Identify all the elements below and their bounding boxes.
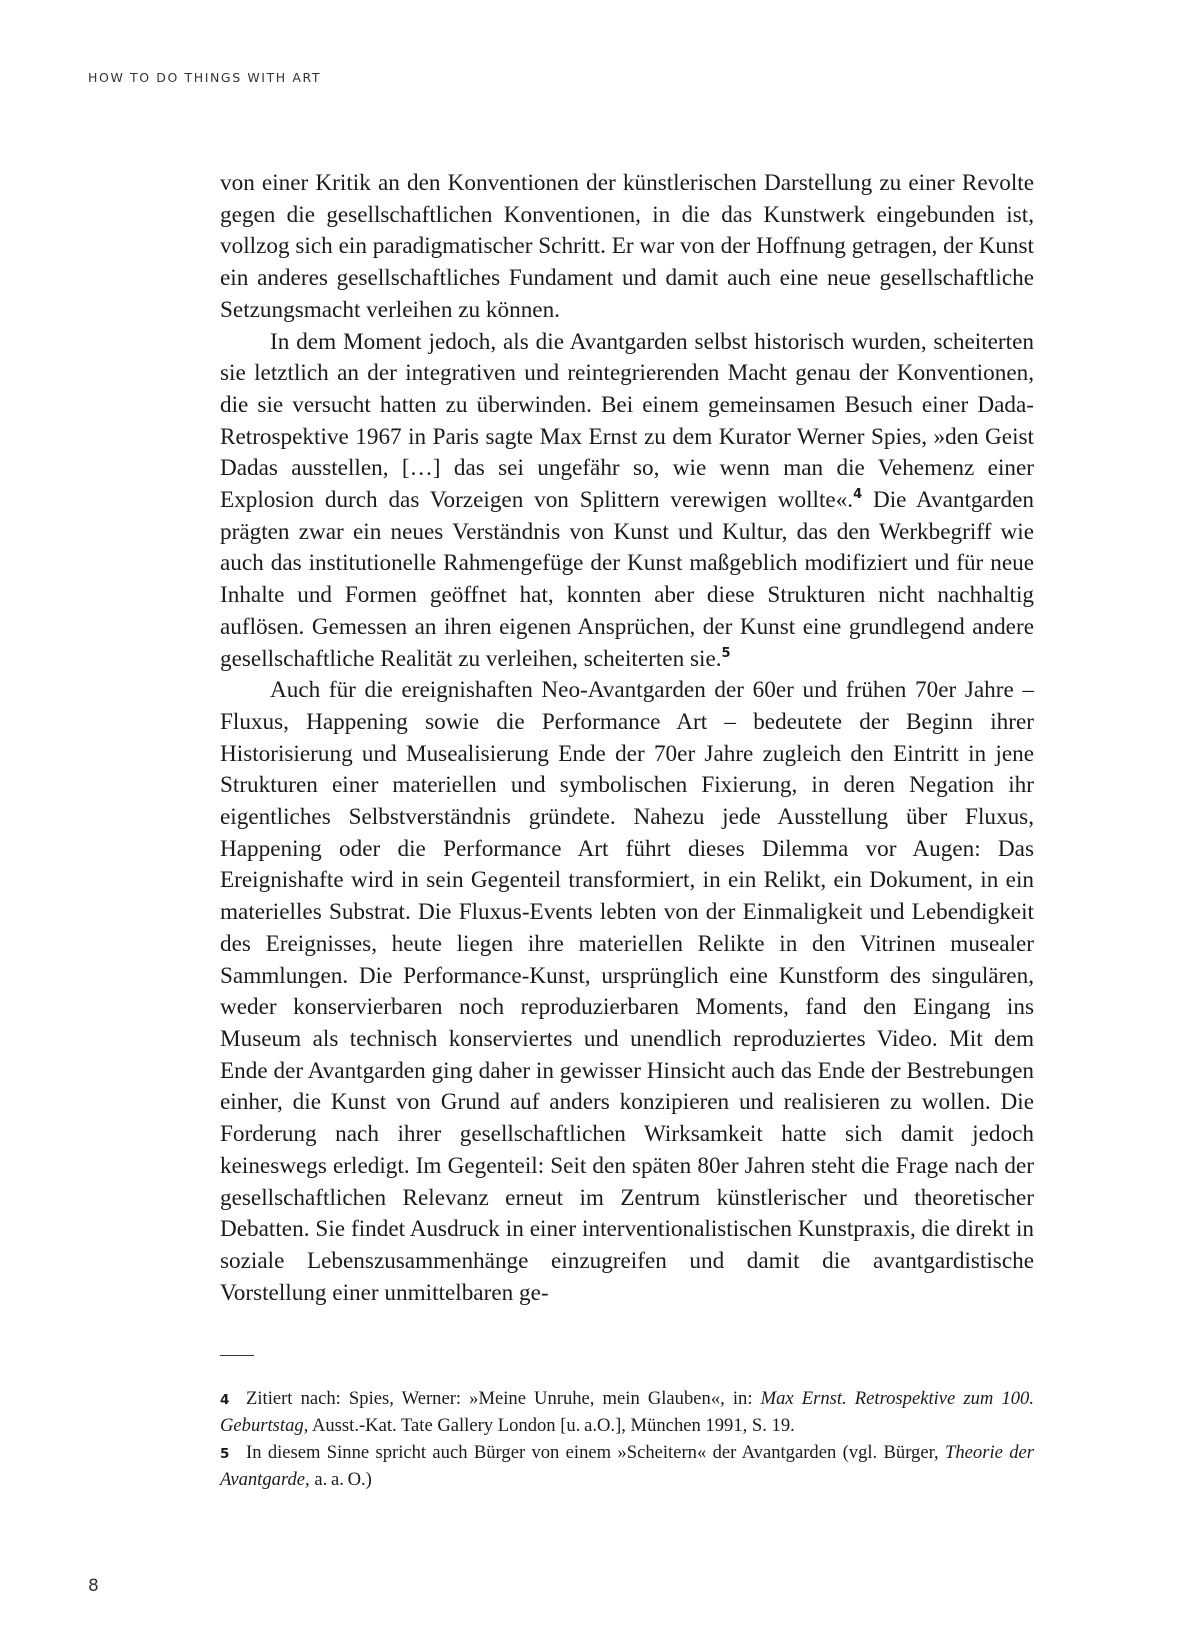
footnote-rule	[220, 1355, 254, 1356]
footnote-text: Zitiert nach: Spies, Werner: »Meine Unruhe, mein Glauben«, in:	[246, 1388, 761, 1409]
footnote-title: Theorie der Avantgarde,	[220, 1442, 1034, 1490]
paragraph-2	[220, 327, 1034, 676]
footnote-ref-5[interactable]: 5	[721, 645, 731, 661]
paragraph-1: von einer Kritik an den Konventionen der künstlerischen Darstellung zu einer Revolte gegen die gesellschaftlichen Konventionen, in die das Kunstwerk eingebunden ist, vollzog sich ein paradigmatischer Schritt. Er war von der Hoffnung getragen, der Kunst ein anderes gesellschaftliches Fundament und damit auch eine neue gesellschaftliche Setzungsmacht verleihen zu können.	[220, 170, 1034, 323]
footnote-number: 4	[220, 1392, 230, 1408]
footnote-ref-4[interactable]: 4	[853, 487, 863, 503]
paragraph-2-part-a: In dem Moment jedoch, als die Avantgarden selbst historisch wurden, scheiterten sie letztlich an der integrativen und reintegrierenden Macht genau der Konventionen, die sie versucht hatten zu überwinden. Bei einem gemeinsamen Besuch einer Dada-Retrospektive 1967 in Paris sagte Max Ernst zu dem Kurator Werner Spies, »den Geist Dadas ausstellen, […] das sei ungefähr so, wie wenn man die Vehemenz einer Explosion durch das Vorzeigen von Splittern verewigen wollte«.	[220, 328, 1034, 514]
running-head: HOW TO DO THINGS WITH ART	[88, 70, 322, 85]
page-number: 8	[88, 1576, 99, 1596]
body-text	[220, 168, 1034, 1309]
paragraph-3: Auch für die ereignishaften Neo-Avantgarden der 60er und frühen 70er Jahre – Fluxus, Happening sowie die Performance Art – bedeutete der Beginn ihrer Historisierung und Musealisierung Ende der 70er Jahre zugleich den Eintritt in jene Strukturen einer materiellen und symbolischen Fixierung, in deren Negation ihr eigentliches Selbstverständnis gründete. Nahezu jede Ausstellung über Fluxus, Happening oder die Performance Art führt dieses Dilemma vor Augen: Das Ereignishafte wird in sein Gegenteil transformiert, in ein Relikt, ein Dokument, in ein materielles Substrat. Die Fluxus-Events lebten von der Einmaligkeit und Lebendigkeit des Ereignisses, heute liegen ihre materiellen Relikte in den Vitrinen musealer Sammlungen. Die Performance-Kunst, ursprünglich eine Kunstform des singulären, weder konservierbaren noch reproduzierbaren Moments, fand den Eingang ins Museum als technisch konserviertes und unendlich reproduziertes Video. Mit dem Ende der Avantgarden ging daher in gewisser Hinsicht auch das Ende der Bestrebungen einher, die Kunst von Grund auf anders konzipieren und realisieren zu wollen. Die Forderung nach ihrer gesellschaftlichen Wirksamkeit hatte sich damit jedoch keineswegs erledigt. Im Gegenteil: Seit den späten 80er Jahren steht die Frage nach der gesellschaftlichen Relevanz erneut im Zentrum künstlerischer und theoretischer Debatten. Sie findet Ausdruck in einer interventionalistischen Kunstpraxis, die direkt in soziale Lebenszusammenhänge einzugreifen und damit die avantgardistische Vorstellung einer unmittelbaren ge-	[220, 677, 1034, 1306]
paragraph-2-part-b: Die Avantgarden prägten zwar ein neues Verständnis von Kunst und Kultur, das den Werkbegriff wie auch das institutionelle Rahmengefüge der Kunst maßgeblich modifiziert und für neue Inhalte und Formen geöffnet hat, konnten aber diese Strukturen nicht nachhaltig auflösen. Gemessen an ihren eigenen Ansprüchen, der Kunst eine grundlegend andere gesellschaftliche Realität zu verleihen, scheiterten sie.	[220, 487, 1034, 672]
footnote-5	[220, 1440, 1034, 1492]
footnote-text: Ausst.-Kat. Tate Gallery London [u. a.O.], München 1991, S. 19.	[308, 1415, 795, 1436]
footnote-text: a. a. O.)	[309, 1469, 372, 1490]
footnote-title: Max Ernst. Retrospektive zum 100. Geburtstag,	[220, 1388, 1034, 1436]
footnote-4	[220, 1386, 1034, 1438]
footnote-number: 5	[220, 1446, 230, 1462]
footnote-text: In diesem Sinne spricht auch Bürger von einem »Scheitern« der Avantgarden (vgl. Bürger,	[246, 1442, 946, 1463]
footnotes	[220, 1386, 1034, 1494]
